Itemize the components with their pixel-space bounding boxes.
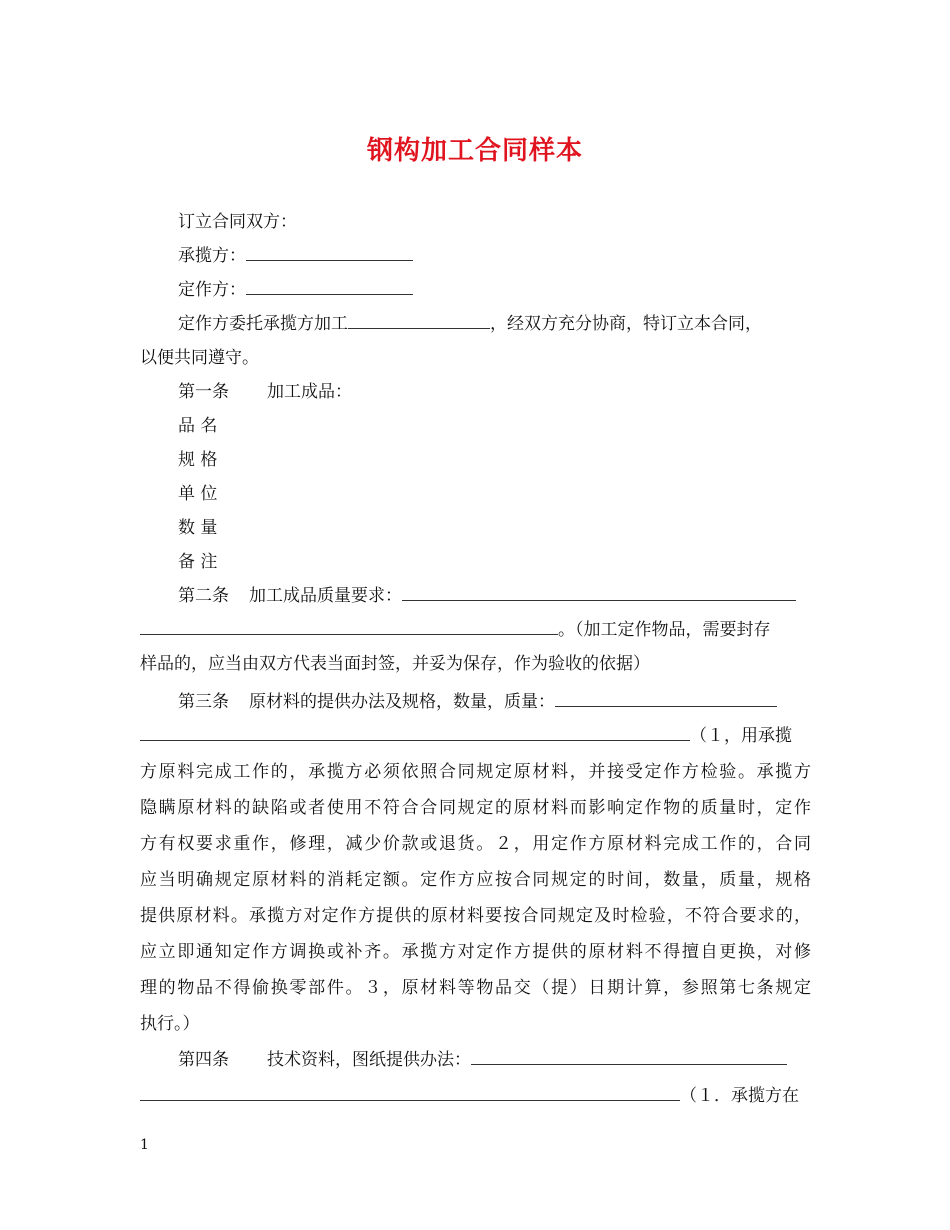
orderer-blank [246,278,413,295]
quality-blank-2 [140,618,558,635]
article-3-line-2: 隐瞒原材料的缺陷或者使用不符合合同规定的原材料而影响定作物的质量时，定作 [140,798,811,818]
item-spec: 规 格 [178,450,218,470]
item-quantity: 数 量 [178,518,218,538]
article-3-label: 第三条 [178,692,229,712]
article-3-line-7: 理的物品不得偷换零部件。３，原材料等物品交（提）日期计算，参照第七条规定 [140,978,811,998]
material-blank-2 [140,724,690,741]
article-1-heading [178,380,352,404]
contractor-blank [246,244,413,261]
item-note: 备 注 [178,552,218,572]
document-title: 钢构加工合同样本 [366,136,583,166]
article-2-heading [178,584,796,608]
parties-heading: 订立合同双方： [178,212,297,232]
intro-line-1 [178,312,762,336]
article-3-line-1: 方原料完成工作的，承揽方必须依照合同规定原材料，并接受定作方检验。承揽方 [140,762,811,782]
article-4-continuation [140,1084,799,1108]
page-number: 1 [140,1137,149,1153]
article-3-line-4: 应当明确规定原材料的消耗定额。定作方应按合同规定的时间，数量，质量，规格 [140,870,811,890]
article-4-title: 技术资料，图纸提供办法： [267,1050,471,1070]
orderer-label: 定作方： [178,280,246,300]
article-4-heading [178,1048,787,1072]
article-3-title: 原材料的提供办法及规格，数量，质量： [249,692,555,712]
quality-blank-1 [402,584,796,601]
contractor-line [178,244,413,268]
material-blank-1 [555,690,777,707]
technical-blank-2 [140,1084,680,1101]
article-4-label: 第四条 [178,1050,229,1070]
contractor-label: 承揽方： [178,246,246,266]
article-3-line-6: 应立即通知定作方调换或补齐。承揽方对定作方提供的原材料不得擅自更换，对修 [140,942,811,962]
article-4-note-start: （１．承揽方在 [680,1086,799,1106]
item-unit: 单 位 [178,484,218,504]
article-3-line-3: 方有权要求重作，修理，减少价款或退货。２，用定作方原材料完成工作的，合同 [140,834,811,854]
intro-text-a: 定作方委托承揽方加工 [178,314,348,334]
article-2-note: 。（加工定作物品，需要封存 [558,620,771,640]
article-1-title: 加工成品： [267,382,352,402]
intro-text-b: ，经双方充分协商，特订立本合同， [490,314,762,334]
article-2-tail: 样品的，应当由双方代表当面封签，并妥为保存，作为验收的依据） [140,654,650,674]
article-3-note-start: （１，用承揽 [690,726,792,746]
processing-item-blank [348,312,490,329]
article-1-label: 第一条 [178,382,229,402]
orderer-line [178,278,413,302]
technical-blank-1 [471,1048,787,1065]
article-3-line-8: 执行。） [140,1014,200,1034]
article-3-line-5: 提供原材料。承揽方对定作方提供的原材料要按合同规定及时检验，不符合要求的， [140,906,811,926]
item-name: 品 名 [178,416,218,436]
article-3-continuation [140,724,792,748]
article-2-continuation [140,618,771,642]
article-2-title: 加工成品质量要求： [249,586,402,606]
article-2-label: 第二条 [178,586,229,606]
intro-line-2: 以便共同遵守。 [140,348,259,368]
article-3-heading [178,690,777,714]
